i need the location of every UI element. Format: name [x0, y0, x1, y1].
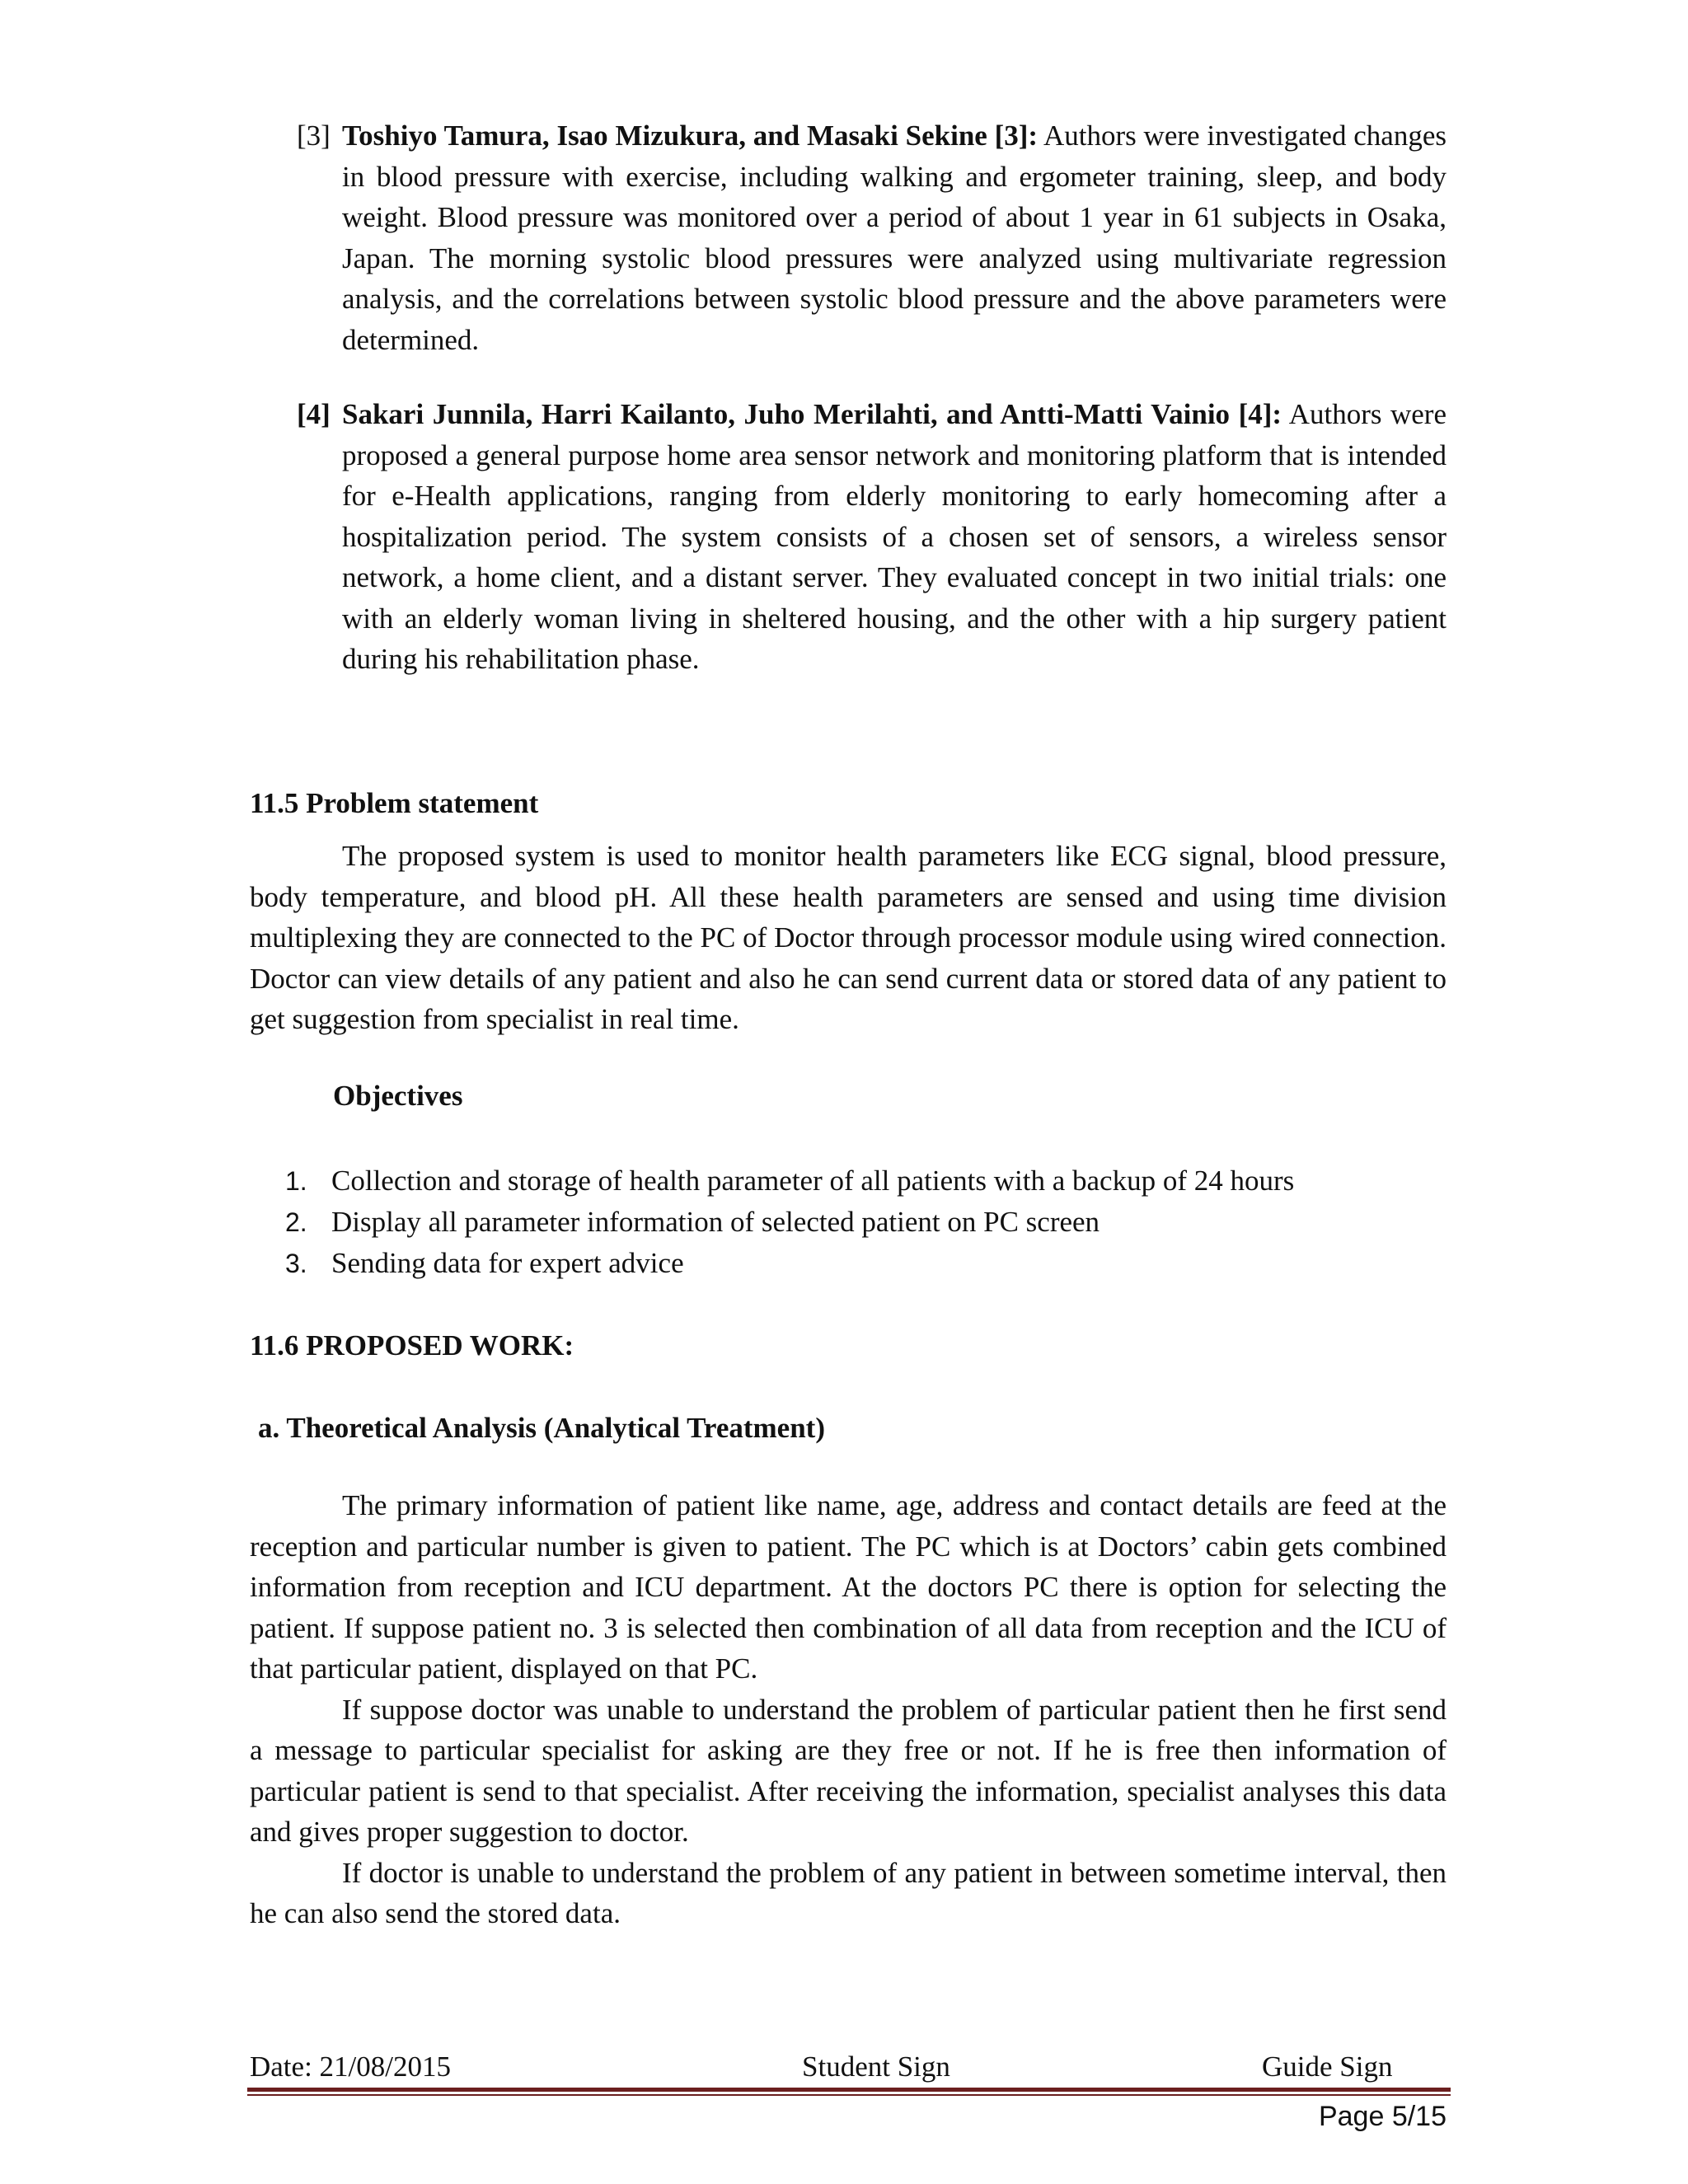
list-item [280, 1202, 1434, 1243]
list-item-text: Collection and storage of health parameter of all patients with a backup of 24 hours [331, 1165, 1295, 1197]
footer-student-sign: Student Sign [802, 2050, 950, 2083]
reference-number: [4] [297, 398, 331, 430]
list-item-text: Sending data for expert advice [331, 1247, 684, 1279]
reference-authors: Sakari Junnila, Harri Kailanto, Juho Merilahti, and Antti-Matti Vainio [4]: [342, 398, 1282, 430]
theoretical-analysis-heading: a. Theoretical Analysis (Analytical Treatment) [258, 1412, 825, 1444]
page-number: Page 5/15 [1318, 2101, 1447, 2132]
reference-authors: Toshiyo Tamura, Isao Mizukura, and Masaki Sekine [3]: [342, 120, 1039, 152]
problem-statement-paragraph [250, 836, 1447, 1040]
reference-number: [3] [297, 120, 331, 152]
proposed-work-paragraph: The primary information of patient like name, age, address and contact details are feed at the reception and particular number is given to patient. The PC which is at Doctors’ cabin gets combined information from reception and ICU department. At the doctors PC there is option for selecting the patient. If suppose patient no. 3 is selected then combination of all data from reception and the ICU of that particular patient, displayed on that PC. [250, 1489, 1447, 1685]
problem-statement-heading: 11.5 Problem statement [250, 787, 539, 819]
footer-date: Date: 21/08/2015 [250, 2050, 451, 2083]
reference-text: Authors were proposed a general purpose home area sensor network and monitoring platform that is intended for e-Health applications, ranging from elderly monitoring to early homecoming after a hospitalization period. The system consists of a chosen set of sensors, a wireless sensor network, a home client, and a distant server. They evaluated concept in two initial trials: one with an elderly woman living in sheltered housing, and the other with a hip surgery patient during his rehabilitation phase. [342, 398, 1447, 675]
footer-guide-sign: Guide Sign [1262, 2050, 1393, 2083]
list-item-number: 2. [285, 1207, 307, 1237]
objectives-heading: Objectives [333, 1080, 463, 1112]
reference-text: Authors were investigated changes in blood pressure with exercise, including walking and ergometer training, sleep, and body weight. Blood pressure was monitored over a period of about 1 year in 61 subjects in Osaka, Japan. The morning systolic blood pressures were analyzed using multivariate regression analysis, and the correlations between systolic blood pressure and the above parameters were determined. [342, 120, 1447, 356]
footer-divider-thin [247, 2094, 1451, 2096]
reference-body [297, 394, 1447, 680]
proposed-work-paragraph: If doctor is unable to understand the problem of any patient in between sometime interval, then he can also send the stored data. [250, 1856, 1447, 1929]
objectives-list [280, 1160, 1434, 1284]
reference-4 [297, 394, 1447, 680]
proposed-work-paragraph: If suppose doctor was unable to understand the problem of particular patient then he first send a message to particular specialist for asking are they free or not. If he is free then information of particular patient is send to that specialist. After receiving the information, specialist analyses this data and gives proper suggestion to doctor. [250, 1693, 1447, 1848]
list-item [280, 1243, 1434, 1284]
list-item-number: 1. [285, 1166, 307, 1196]
list-item-number: 3. [285, 1249, 307, 1278]
proposed-work-heading: 11.6 PROPOSED WORK: [250, 1329, 574, 1361]
problem-statement-text: The proposed system is used to monitor health parameters like ECG signal, blood pressure, body temperature, and blood pH. All these health parameters are sensed and using time division multiplexing they are connected to the PC of Doctor through processor module using wired connection. Doctor can view details of any patient and also he can send current data or stored data of any patient to get suggestion from specialist in real time. [250, 840, 1447, 1035]
reference-3 [297, 115, 1447, 360]
reference-body [297, 115, 1447, 360]
list-item [280, 1160, 1434, 1202]
footer-divider [247, 2088, 1451, 2092]
proposed-work-body [250, 1485, 1447, 1934]
list-item-text: Display all parameter information of selected patient on PC screen [331, 1206, 1100, 1238]
